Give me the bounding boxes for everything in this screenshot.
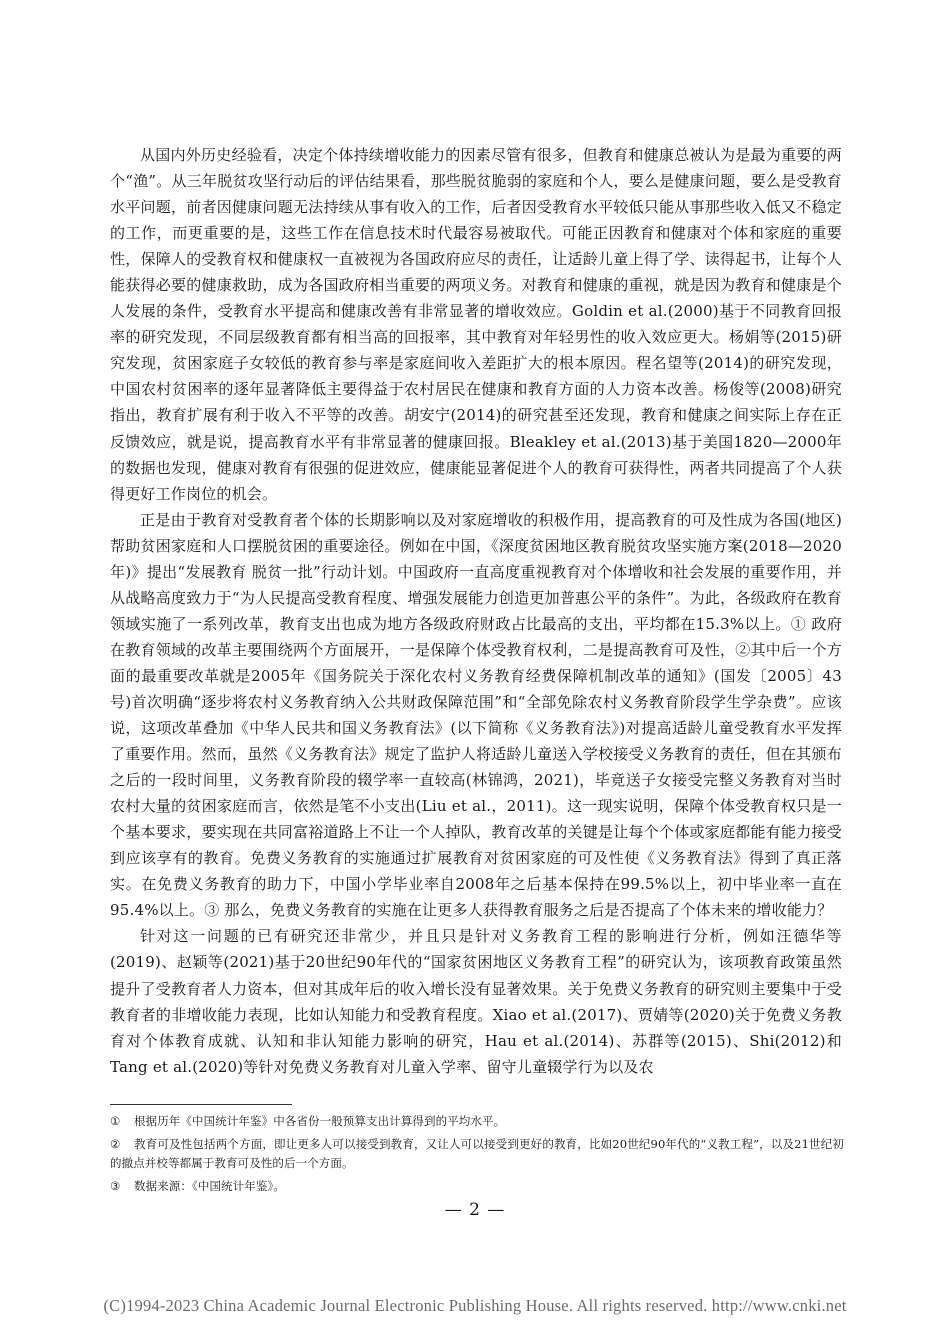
paragraph: 针对这一问题的已有研究还非常少，并且只是针对义务教育工程的影响进行分析，例如汪德华等(2019)、赵颖等(2021)基于20世纪90年代的“国家贫困地区义务教育工程”的研究认为，该项教育政策虽然提升了受教育者人力资本，但对其成年后的收入增长没有显著效果。关于免费义务教育的研究则主要集中于受教育者的非增收能力表现，比如认知能力和受教育程度。Xiao et al.(2017)、贾婧等(2020)关于免费义务教育对个体教育成就、认知和非认知能力影响的研究，Hau et al.(2014)、苏群等(2015)、Shi(2012)和Tang et al.(2020)等针对免费义务教育对儿童入学率、留守儿童辍学行为以及农 xyxy=(110,927,842,1076)
footnote-text: 根据历年《中国统计年鉴》中各省份一般预算支出计算得到的平均水平。 xyxy=(134,1114,506,1128)
footnote-marker: ① xyxy=(110,1114,121,1128)
footnote xyxy=(110,1135,844,1173)
paragraph: 从国内外历史经验看，决定个体持续增收能力的因素尽管有很多，但教育和健康总被认为是最为重要的两个“渔”。从三年脱贫攻坚行动后的评估结果看，那些脱贫脆弱的家庭和个人，要么是健康问题，要么是受教育水平问题，前者因健康问题无法持续从事有收入的工作，后者因受教育水平较低只能从事那些收入低又不稳定的工作，而更重要的是，这些工作在信息技术时代最容易被取代。可能正因教育和健康对个体和家庭的重要性，保障人的受教育权和健康权一直被视为各国政府应尽的责任，让适龄儿童上得了学、读得起书，让每个人能获得必要的健康救助，成为各国政府相当重要的两项义务。对教育和健康的重视，就是因为教育和健康是个人发展的条件，受教育水平提高和健康改善有非常显著的增收效应。Goldin et al.(2000)基于不同教育回报率的研究发现，不同层级教育都有相当高的回报率，其中教育对年轻男性的收入效应更大。杨娟等(2015)研究发现，贫困家庭子女较低的教育参与率是家庭间收入差距扩大的根本原因。程名望等(2014)的研究发现，中国农村贫困率的逐年显著降低主要得益于农村居民在健康和教育方面的人力资本改善。杨俊等(2008)研究指出，教育扩展有利于收入不平等的改善。胡安宁(2014)的研究甚至还发现，教育和健康之间实际上存在正反馈效应，就是说，提高教育水平有非常显著的健康回报。Bleakley et al.(2013)基于美国1820—2000年的数据也发现，健康对教育有很强的促进效应，健康能显著促进个人的教育可获得性，两者共同提高了个人获得更好工作岗位的机会。 xyxy=(110,146,842,503)
footnote-marker: ③ xyxy=(110,1179,121,1193)
footnote xyxy=(110,1177,844,1196)
footnote-separator xyxy=(110,1104,292,1105)
footnote xyxy=(110,1112,844,1131)
paragraph: 正是由于教育对受教育者个体的长期影响以及对家庭增收的积极作用，提高教育的可及性成为各国(地区)帮助贫困家庭和人口摆脱贫困的重要途径。例如在中国，《深度贫困地区教育脱贫攻坚实施方案(2018—2020年)》提出“发展教育 脱贫一批”行动计划。中国政府一直高度重视教育对个体增收和社会发展的重要作用，并从战略高度致力于“为人民提高受教育程度、增强发展能力创造更加普惠公平的条件”。为此，各级政府在教育领域实施了一系列改革，教育支出也成为地方各级政府财政占比最高的支出，平均都在15.3%以上。① 政府在教育领域的改革主要围绕两个方面展开，一是保障个体受教育权利，二是提高教育可及性，②其中后一个方面的最重要改革就是2005年《国务院关于深化农村义务教育经费保障机制改革的通知》(国发〔2005〕43号)首次明确“逐步将农村义务教育纳入公共财政保障范围”和“全部免除农村义务教育阶段学生学杂费”。应该说，这项改革叠加《中华人民共和国义务教育法》(以下简称《义务教育法》)对提高适龄儿童受教育水平发挥了重要作用。然而，虽然《义务教育法》规定了监护人将适龄儿童送入学校接受义务教育的责任，但在其颁布之后的一段时间里，义务教育阶段的辍学率一直较高(林锦鸿，2021)，毕竟送子女接受完整义务教育对当时农村大量的贫困家庭而言，依然是笔不小支出(Liu et al.，2011)。这一现实说明，保障个体受教育权只是一个基本要求，要实现在共同富裕道路上不让一个人掉队，教育改革的关键是让每个个体或家庭都能有能力接受到应该享有的教育。免费义务教育的实施通过扩展教育对贫困家庭的可及性使《义务教育法》得到了真正落实。在免费义务教育的助力下，中国小学毕业率自2008年之后基本保持在99.5%以上，初中毕业率一直在95.4%以上。③ 那么，免费义务教育的实施在让更多人获得教育服务之后是否提高了个体未来的增收能力？ xyxy=(110,510,842,920)
footnote-text: 教育可及性包括两个方面，即让更多人可以接受到教育，又让人可以接受到更好的教育，比如20世纪90年代的“义教工程”，以及21世纪初的撤点并校等都属于教育可及性的后一个方面。 xyxy=(110,1137,844,1170)
copyright-notice: (C)1994-2023 China Academic Journal Electronic Publishing House. All rights reserved. http://www.cnki.net xyxy=(103,1296,847,1315)
body-text xyxy=(110,142,842,1080)
page-number: — 2 — xyxy=(444,1200,506,1220)
footnotes xyxy=(110,1112,844,1200)
footnote-text: 数据来源：《中国统计年鉴》。 xyxy=(134,1179,285,1193)
footnote-marker: ② xyxy=(110,1137,121,1151)
